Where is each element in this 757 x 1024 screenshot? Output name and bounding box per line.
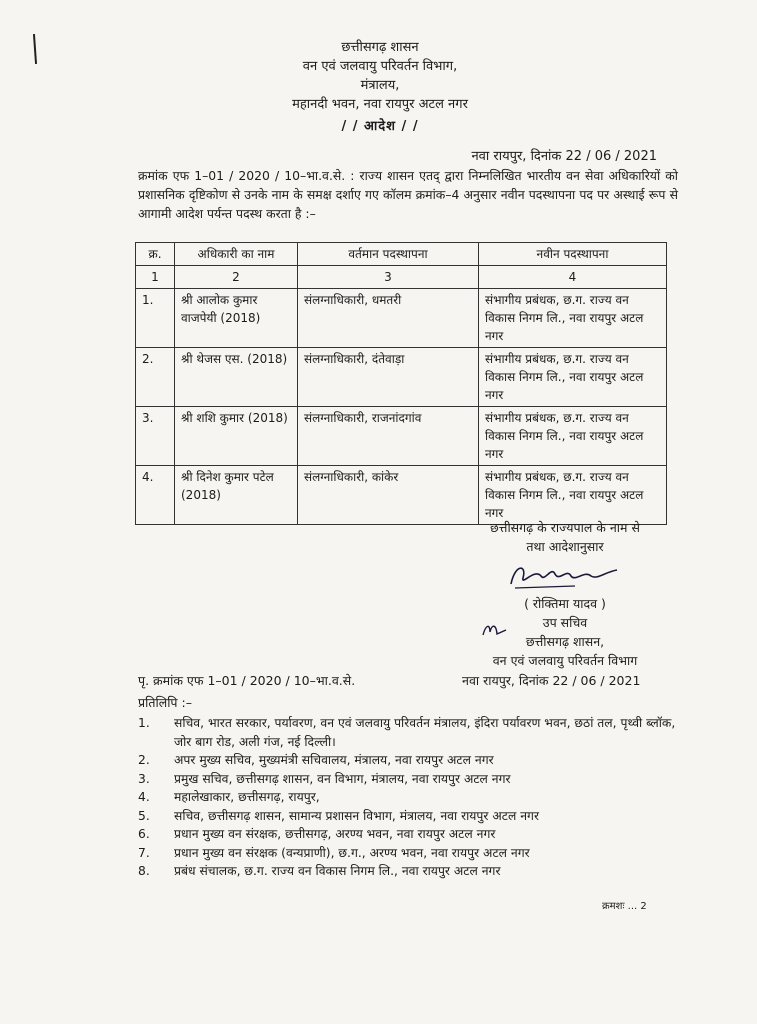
- officer-name: श्री शशि कुमार (2018): [175, 407, 298, 466]
- signatory-department: वन एवं जलवायु परिवर्तन विभाग: [492, 653, 638, 668]
- item-number: 4.: [138, 790, 150, 804]
- header-sn: क्र.: [136, 243, 175, 266]
- officer-name: श्री आलोक कुमार वाजपेयी (2018): [175, 289, 298, 348]
- new-posting: संभागीय प्रबंधक, छ.ग. राज्य वन विकास निगम लि., नवा रायपुर अटल नगर: [479, 348, 667, 407]
- column-number-row: [136, 266, 667, 289]
- order-date: नवा रायपुर, दिनांक 22 / 06 / 2021: [471, 149, 657, 164]
- row-sn: 1.: [136, 289, 175, 348]
- list-item: [138, 714, 678, 751]
- item-text: सचिव, भारत सरकार, पर्यावरण, वन एवं जलवायु परिवर्तन मंत्रालय, इंदिरा पर्यावरण भवन, छठां तल, पृथ्वी ब्लॉक, जोर बाग रोड, अली गंज, नई दिल्ली।: [174, 716, 676, 749]
- list-item: [138, 862, 678, 881]
- signatory-designation: उप सचिव: [542, 615, 588, 630]
- signature-image: [505, 558, 625, 592]
- order-title: / / आदेश / /: [341, 119, 419, 134]
- col-number: 2: [175, 266, 298, 289]
- item-text: प्रबंध संचालक, छ.ग. राज्य वन विकास निगम लि., नवा रायपुर अटल नगर: [174, 864, 501, 878]
- department-name: वन एवं जलवायु परिवर्तन विभाग,: [302, 59, 458, 74]
- table-header-row: [136, 243, 667, 266]
- signatory-office: छत्तीसगढ़ शासन,: [525, 634, 605, 649]
- item-number: 6.: [138, 827, 150, 841]
- copy-label: प्रतिलिपि :–: [138, 695, 192, 710]
- signature-block-bottom: [430, 594, 700, 670]
- header-new: नवीन पदस्थापना: [479, 243, 667, 266]
- header-officer: अधिकारी का नाम: [175, 243, 298, 266]
- current-posting: संलग्नाधिकारी, कांकेर: [298, 466, 479, 525]
- item-text: महालेखाकार, छत्तीसगढ़, रायपुर,: [174, 790, 320, 804]
- copy-list: [138, 714, 678, 881]
- col-number: 3: [298, 266, 479, 289]
- item-text: प्रधान मुख्य वन संरक्षक, छत्तीसगढ़, अरण्य भवन, नवा रायपुर अटल नगर: [174, 827, 496, 841]
- officer-name: श्री दिनेश कुमार पटेल (2018): [175, 466, 298, 525]
- new-posting: संभागीय प्रबंधक, छ.ग. राज्य वन विकास निगम लि., नवा रायपुर अटल नगर: [479, 466, 667, 525]
- col-number: 1: [136, 266, 175, 289]
- item-number: 7.: [138, 845, 150, 860]
- new-posting: संभागीय प्रबंधक, छ.ग. राज्य वन विकास निगम लि., नवा रायपुर अटल नगर: [479, 289, 667, 348]
- posting-table: [135, 242, 667, 525]
- building-address: महानदी भवन, नवा रायपुर अटल नगर: [292, 97, 468, 112]
- list-item: [138, 807, 678, 826]
- continued-marker: क्रमशः ... 2: [602, 901, 647, 912]
- item-number: 2.: [138, 753, 150, 767]
- list-item: [138, 751, 678, 770]
- authority-line: छत्तीसगढ़ के राज्यपाल के नाम से: [490, 520, 640, 535]
- item-text: प्रमुख सचिव, छत्तीसगढ़ शासन, वन विभाग, मंत्रालय, नवा रायपुर अटल नगर: [174, 771, 511, 786]
- pen-mark: [33, 34, 37, 64]
- list-item: [138, 788, 678, 807]
- signature-block-top: [430, 518, 700, 556]
- endorsement-date: नवा रायपुर, दिनांक 22 / 06 / 2021: [462, 673, 641, 688]
- item-text: अपर मुख्य सचिव, मुख्यमंत्री सचिवालय, मंत्रालय, नवा रायपुर अटल नगर: [174, 753, 494, 767]
- endorsement-number: पृ. क्रमांक एफ 1–01 / 2020 / 10–भा.व.से.: [138, 673, 356, 688]
- row-sn: 4.: [136, 466, 175, 525]
- row-sn: 3.: [136, 407, 175, 466]
- item-number: 1.: [138, 716, 150, 730]
- order-text: क्रमांक एफ 1–01 / 2020 / 10–भा.व.से. : राज्य शासन एतद् द्वारा निम्नलिखित भारतीय वन सेवा अधिकारियों को प्रशासनिक दृष्टिकोण से उनके नाम के समक्ष दर्शाए गए कॉलम क्रमांक–4 अनुसार नवीन पदस्थापना पद पर अस्थाई रूप से आगामी आदेश पर्यन्त पदस्थ करता है :–: [138, 168, 678, 221]
- officer-name: श्री थेजस एस. (2018): [175, 348, 298, 407]
- table-row: [136, 407, 667, 466]
- item-number: 8.: [138, 864, 150, 878]
- list-item: [138, 844, 678, 863]
- row-sn: 2.: [136, 348, 175, 407]
- col-number: 4: [479, 266, 667, 289]
- header-current: वर्तमान पदस्थापना: [298, 243, 479, 266]
- initials-mark: [480, 620, 510, 640]
- signatory-name: ( रोक्तिमा यादव ): [524, 596, 606, 611]
- table-row: [136, 466, 667, 525]
- ministry-name: मंत्रालय,: [360, 78, 400, 93]
- current-posting: संलग्नाधिकारी, राजनांदगांव: [298, 407, 479, 466]
- new-posting: संभागीय प्रबंधक, छ.ग. राज्य वन विकास निगम लि., नवा रायपुर अटल नगर: [479, 407, 667, 466]
- letterhead: [180, 38, 580, 136]
- item-number: 5.: [138, 808, 150, 823]
- authority-line-2: तथा आदेशानुसार: [526, 539, 604, 554]
- govt-name: छत्तीसगढ़ शासन: [341, 40, 419, 55]
- current-posting: संलग्नाधिकारी, धमतरी: [298, 289, 479, 348]
- current-posting: संलग्नाधिकारी, दंतेवाड़ा: [298, 348, 479, 407]
- item-number: 3.: [138, 771, 150, 786]
- item-text: सचिव, छत्तीसगढ़ शासन, सामान्य प्रशासन विभाग, मंत्रालय, नवा रायपुर अटल नगर: [174, 808, 539, 823]
- item-text: प्रधान मुख्य वन संरक्षक (वन्यप्राणी), छ.ग., अरण्य भवन, नवा रायपुर अटल नगर: [174, 845, 530, 860]
- list-item: [138, 770, 678, 789]
- table-row: [136, 348, 667, 407]
- list-item: [138, 825, 678, 844]
- table-row: [136, 289, 667, 348]
